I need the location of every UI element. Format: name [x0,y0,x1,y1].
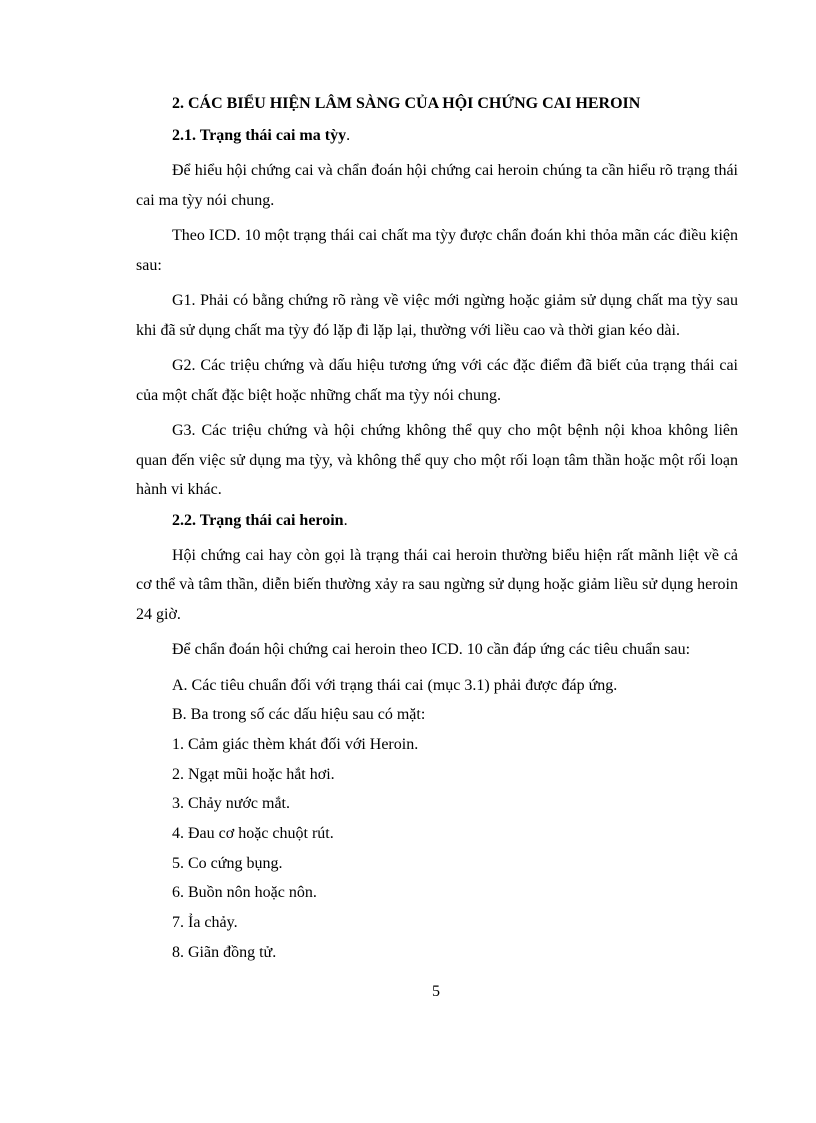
list-item: 8. Giãn đồng tử. [172,943,277,961]
page-content [136,94,738,968]
paragraph-criterion-g3: G3. Các triệu chứng và hội chứng không thể quy cho một bệnh nội khoa không liên quan đến việc sử dụng ma tỳy, và không thể quy cho một rối loạn tâm thần hoặc một rối loạn hành vi khác. [136,422,738,498]
subsection-title-suffix: . [346,127,351,144]
list-item: 4. Đau cơ hoặc chuột rút. [172,825,334,843]
subsection-title-text: 2.2. Trạng thái cai heroin [172,511,344,529]
paragraph: Để chẩn đoán hội chứng cai heroin theo ICD. 10 cần đáp ứng các tiêu chuẩn sau: [172,641,691,658]
list-item: A. Các tiêu chuẩn đối với trạng thái cai (mục 3.1) phải được đáp ứng. [172,676,618,694]
list-item: 7. Ỉa chảy. [172,914,238,932]
criteria-list [136,671,738,968]
subsection-title-text: 2.1. Trạng thái cai ma tỳy [172,127,347,144]
list-item: 5. Co cứng bụng. [172,854,283,872]
subsection-title-suffix: . [343,511,348,529]
paragraph: Theo ICD. 10 một trạng thái cai chất ma tỳy được chẩn đoán khi thỏa mãn các điều kiện sau: [136,227,738,274]
paragraph: Hội chứng cai hay còn gọi là trạng thái cai heroin thường biểu hiện rất mãnh liệt về cả cơ thể và tâm thần, diễn biến thường xảy ra sau ngừng sử dụng hoặc giảm liều sử dụng heroin 24 giờ. [136,546,738,623]
subsection-title-2-1 [136,126,738,146]
paragraph-criterion-g1: G1. Phải có bằng chứng rõ ràng về việc mới ngừng hoặc giảm sử dụng chất ma tỳy sau khi đã sử dụng chất ma tỳy đó lặp đi lặp lại, thường với liều cao và thời gian kéo dài. [136,292,738,339]
list-item: 6. Buồn nôn hoặc nôn. [172,884,317,902]
list-item: 1. Cảm giác thèm khát đối với Heroin. [172,735,419,753]
paragraph-criterion-g2: G2. Các triệu chứng và dấu hiệu tương ứng với các đặc điểm đã biết của trạng thái cai của một chất đặc biệt hoặc những chất ma tỳy nói chung. [136,357,738,404]
page-number: 5 [432,983,440,1000]
paragraph: Để hiểu hội chứng cai và chẩn đoán hội chứng cai heroin chúng ta cần hiểu rõ trạng thái cai ma tỳy nói chung. [136,162,738,209]
list-item: 2. Ngạt mũi hoặc hắt hơi. [172,765,335,783]
subsection-title-2-2 [136,511,738,531]
section-title: 2. CÁC BIỂU HIỆN LÂM SÀNG CỦA HỘI CHỨNG CAI HEROIN [172,95,641,112]
list-item: 3. Chảy nước mắt. [172,795,290,813]
list-item: B. Ba trong số các dấu hiệu sau có mặt: [172,706,426,724]
